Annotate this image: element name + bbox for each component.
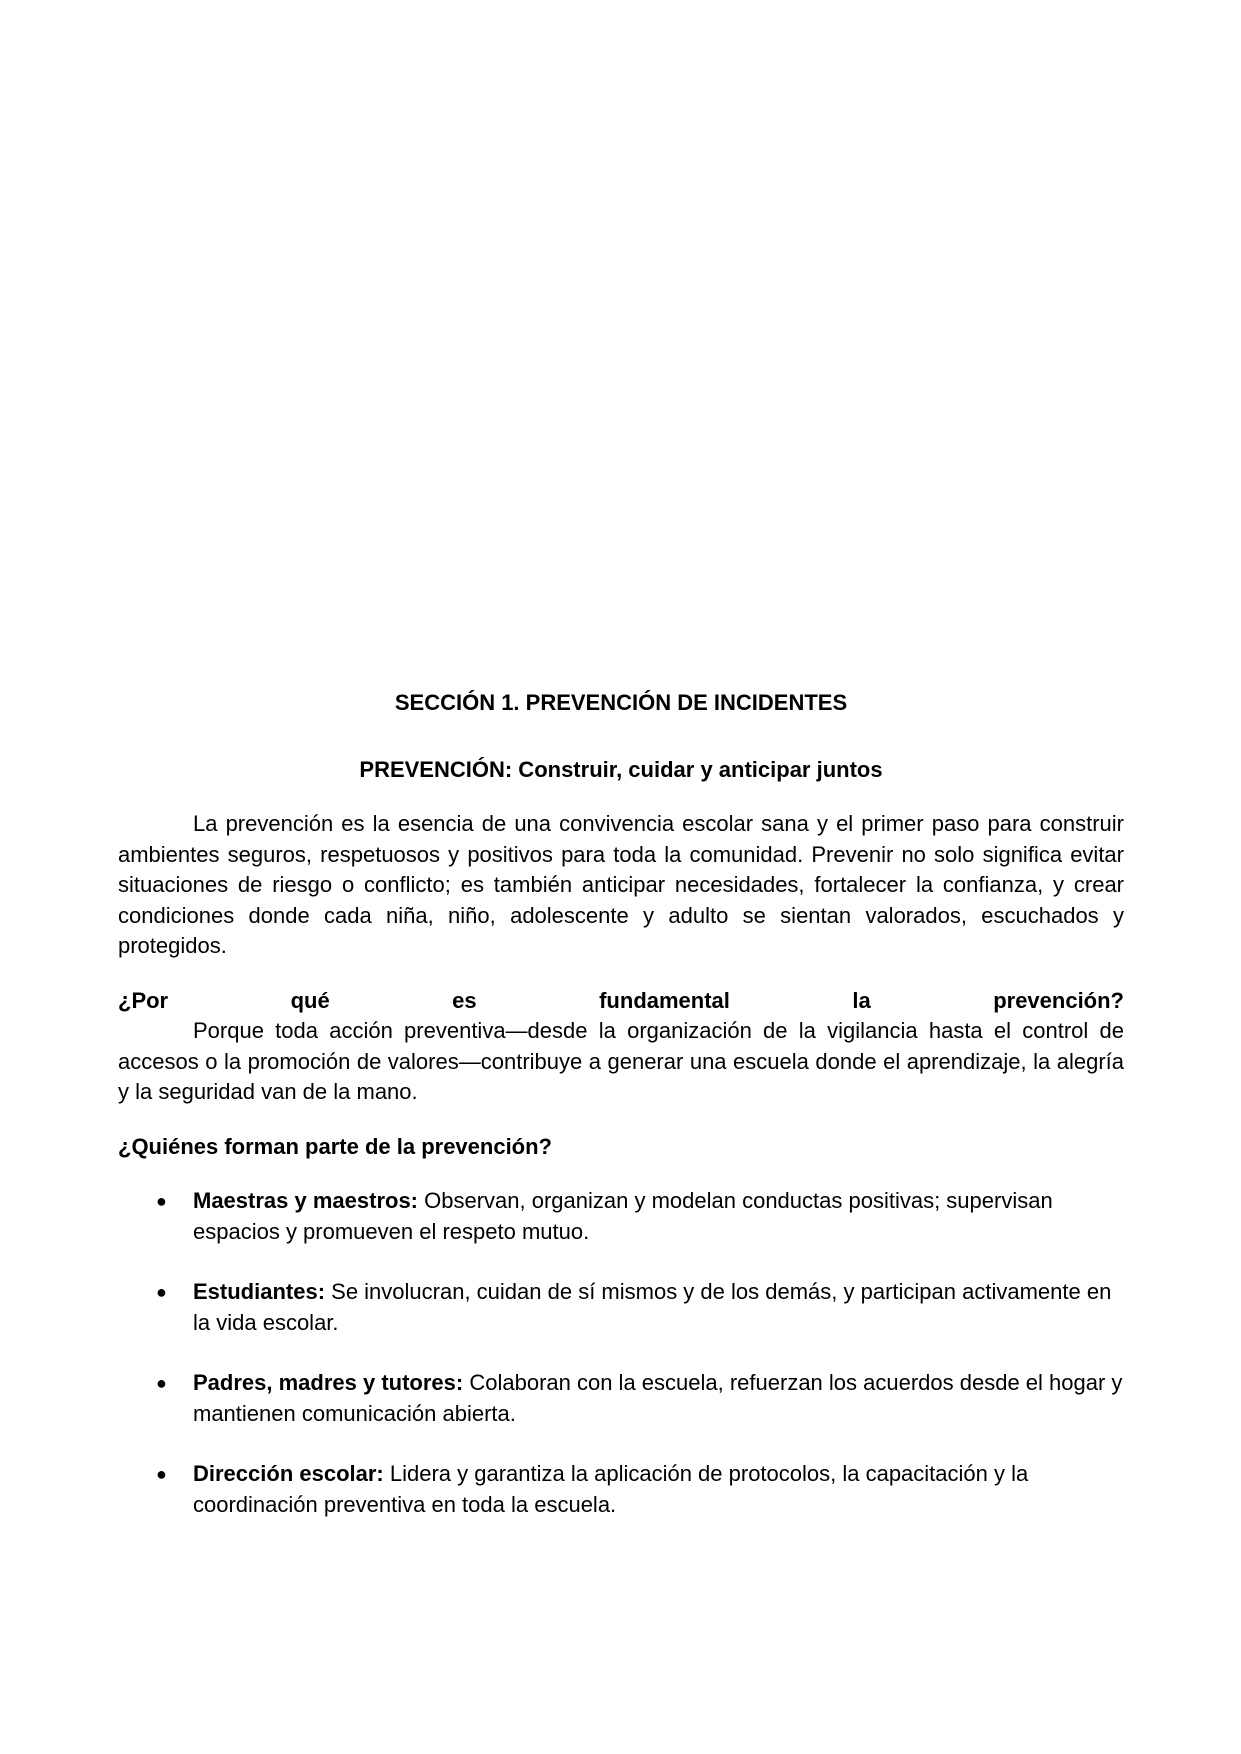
list-item <box>118 1186 1124 1247</box>
bullet-icon: ● <box>156 1282 167 1302</box>
list-item <box>118 1368 1124 1429</box>
bullet-icon: ● <box>156 1373 167 1393</box>
who-title: ¿Quiénes forman parte de la prevención? <box>118 1133 552 1159</box>
section-title: SECCIÓN 1. PREVENCIÓN DE INCIDENTES <box>394 690 848 715</box>
bullet-icon: ● <box>156 1191 167 1211</box>
role-name: Estudiantes: <box>193 1279 326 1304</box>
role-description: Lidera y garantiza la aplicación de protocolos, la capacitación y la coordinación preventiva en toda la escuela. <box>193 1461 1029 1517</box>
list-item <box>118 1459 1124 1520</box>
bullet-icon: ● <box>156 1464 167 1484</box>
intro-paragraph: La prevención es la esencia de una convivencia escolar sana y el primer paso para construir ambientes seguros, respetuosos y positivos para toda la comunidad. Prevenir no solo significa evitar situaciones de riesgo o conflicto; es también anticipar necesidades, fortalecer la confianza, y crear condiciones donde cada niña, niño, adolescente y adulto se sientan valorados, escuchados y protegidos. <box>118 811 1124 958</box>
role-name: Padres, madres y tutores: <box>193 1370 464 1395</box>
why-question: ¿Por qué es fundamental la prevención? <box>118 987 1124 1013</box>
why-answer: Porque toda acción preventiva—desde la organización de la vigilancia hasta el control de accesos o la promoción de valores—contribuye a generar una escuela donde el aprendizaje, la alegría y la seguridad van de la mano. <box>118 1018 1124 1104</box>
role-description: Colaboran con la escuela, refuerzan los acuerdos desde el hogar y mantienen comunicación abierta. <box>193 1370 1123 1426</box>
roles-list <box>118 1186 1124 1520</box>
role-description: Observan, organizan y modelan conductas positivas; supervisan espacios y promueven el respeto mutuo. <box>193 1188 1053 1244</box>
role-description: Se involucran, cuidan de sí mismos y de los demás, y participan activamente en la vida escolar. <box>193 1279 1112 1335</box>
list-item <box>118 1277 1124 1338</box>
document-page <box>118 688 1124 1550</box>
role-name: Dirección escolar: <box>193 1461 384 1486</box>
role-name: Maestras y maestros: <box>193 1188 419 1213</box>
section-subtitle: PREVENCIÓN: Construir, cuidar y anticipar juntos <box>359 756 883 782</box>
